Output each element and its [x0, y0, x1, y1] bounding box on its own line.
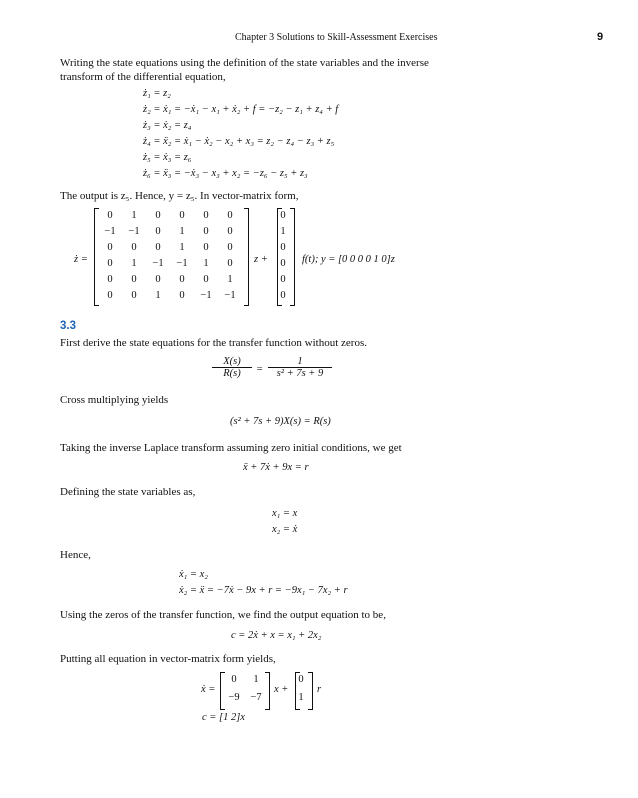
- vm2-B-cell: 0: [298, 674, 304, 685]
- s33-eq4a: x₁ = x: [272, 508, 298, 519]
- vm1-A-cell: 0: [131, 290, 137, 301]
- vm1-A-cell: 0: [131, 242, 137, 253]
- vm1-A-cell: 1: [227, 274, 233, 285]
- vm2-B-bracket-right: [308, 672, 313, 710]
- vm1-A-cell: 0: [131, 274, 137, 285]
- s33-eq4b: x₂ = ẋ: [272, 524, 298, 535]
- section-heading: 3.3: [60, 320, 76, 332]
- vm1-A-cell: 1: [131, 258, 137, 269]
- vm1-A-cell: 0: [155, 210, 161, 221]
- vm1-A-cell: −1: [104, 226, 116, 237]
- output-line: The output is z₅. Hence, y = z₅. In vector-matrix form,: [60, 190, 299, 202]
- vm2-A-bracket-right: [265, 672, 270, 710]
- vm1-B-bracket-right: [290, 208, 295, 306]
- s33-p7: Putting all equation in vector-matrix form yields,: [60, 653, 276, 665]
- vm2-r: r: [317, 684, 322, 695]
- state-eq-4: ż₄ = ẍ₂ = ẋ₁ − ẋ₂ − x₂ + x₃ = z₂ − z₄ − z₃ + z₅: [143, 136, 335, 147]
- tf-lhs-fraction: [212, 356, 252, 379]
- vm1-A-cell: 0: [179, 210, 185, 221]
- tf-rhs-num: 1: [268, 356, 332, 368]
- vm2-lhs: ẋ =: [201, 684, 216, 695]
- s33-eq2: (s² + 7s + 9)X(s) = R(s): [230, 416, 331, 427]
- vm1-A-cell: 0: [179, 274, 185, 285]
- vm1-A-cell: 0: [155, 242, 161, 253]
- vm2-A-cell: −7: [250, 692, 262, 703]
- vm1-B-cell: 0: [280, 210, 286, 221]
- vm1-A-cell: 0: [107, 210, 113, 221]
- intro-line-2: transform of the differential equation,: [60, 71, 226, 83]
- tf-lhs-num: X(s): [212, 356, 252, 368]
- vm1-A-bracket-left: [94, 208, 99, 306]
- s33-p6: Using the zeros of the transfer function, we find the output equation to be,: [60, 609, 386, 621]
- vm1-A-cell: 0: [227, 242, 233, 253]
- vm1-A-cell: 0: [203, 210, 209, 221]
- s33-eq3: ẍ + 7ẋ + 9x = r: [243, 462, 309, 473]
- state-eq-1: ż₁ = z₂: [143, 88, 171, 99]
- vm1-tail: f(t); y = [0 0 0 0 1 0]z: [302, 254, 395, 265]
- vm1-A-cell: 0: [227, 258, 233, 269]
- running-header: Chapter 3 Solutions to Skill-Assessment Exercises: [235, 32, 438, 43]
- vm2-A-cell: −9: [228, 692, 240, 703]
- vm2-output-eq: c = [1 2]x: [202, 712, 245, 723]
- vm2-x-plus: x +: [274, 684, 289, 695]
- tf-rhs-den: s² + 7s + 9: [276, 368, 324, 379]
- vm1-A-cell: 0: [107, 242, 113, 253]
- s33-eq5a: ẋ₁ = x₂: [179, 569, 208, 580]
- vm2-A-cell: 0: [231, 674, 237, 685]
- vm1-B-cell: 0: [280, 242, 286, 253]
- vm2-B-cell: 1: [298, 692, 304, 703]
- vm1-A-cell: 0: [227, 226, 233, 237]
- vm1-A-cell: 0: [179, 290, 185, 301]
- s33-p4: Defining the state variables as,: [60, 486, 196, 498]
- s33-p2: Cross multiplying yields: [60, 394, 169, 406]
- state-eq-3: ż₃ = ẋ₂ = z₄: [143, 120, 192, 131]
- state-eq-6: ż₆ = ẍ₃ = −ẋ₃ − x₃ + x₂ = −z₆ − z₅ + z₃: [143, 168, 308, 179]
- vm1-A-cell: 0: [107, 258, 113, 269]
- tf-equals: =: [256, 364, 264, 375]
- vm1-A-cell: 0: [203, 242, 209, 253]
- s33-eq5b: ẋ₂ = ẍ = −7ẋ − 9x + r = −9x₁ − 7x₂ + r: [179, 585, 348, 596]
- vm1-A-cell: 1: [203, 258, 209, 269]
- vm1-A-cell: −1: [128, 226, 140, 237]
- vm1-A-cell: 0: [107, 290, 113, 301]
- vm1-A-cell: 0: [107, 274, 113, 285]
- state-eq-5: ż₅ = ẋ₃ = z₆: [143, 152, 192, 163]
- vm1-A-cell: 1: [131, 210, 137, 221]
- s33-p1: First derive the state equations for the transfer function without zeros.: [60, 337, 367, 349]
- page-number: 9: [597, 31, 604, 43]
- vm1-A-cell: 1: [179, 226, 185, 237]
- vm1-B-cell: 0: [280, 290, 286, 301]
- s33-p5: Hence,: [60, 549, 91, 561]
- vm2-A-cell: 1: [253, 674, 259, 685]
- vm1-A-bracket-right: [244, 208, 249, 306]
- vm1-A-cell: 0: [155, 226, 161, 237]
- vm1-z-plus: z +: [254, 254, 268, 265]
- vm1-B-cell: 0: [280, 274, 286, 285]
- vm1-A-cell: 0: [203, 274, 209, 285]
- vm1-A-cell: −1: [176, 258, 188, 269]
- vm1-A-cell: −1: [224, 290, 236, 301]
- vm1-lhs: ż =: [74, 254, 88, 265]
- vm1-A-cell: 1: [179, 242, 185, 253]
- vm1-A-cell: 1: [155, 290, 161, 301]
- vm1-A-cell: 0: [203, 226, 209, 237]
- tf-lhs-den: R(s): [223, 368, 241, 379]
- vm1-B-cell: 1: [280, 226, 286, 237]
- vm1-B-cell: 0: [280, 258, 286, 269]
- tf-rhs-fraction: [268, 356, 332, 379]
- vm1-A-cell: 0: [155, 274, 161, 285]
- s33-eq6: c = 2ẋ + x = x₁ + 2x₂: [231, 630, 322, 641]
- vm1-A-cell: −1: [200, 290, 212, 301]
- vm1-A-cell: −1: [152, 258, 164, 269]
- state-eq-2: ż₂ = ẋ₁ = −ẋ₁ − x₁ + ẋ₂ + f = −z₂ − z₁ + z₄ + f: [143, 104, 339, 115]
- vm1-A-cell: 0: [227, 210, 233, 221]
- intro-line-1: Writing the state equations using the definition of the state variables and the inverse: [60, 57, 429, 69]
- s33-p3: Taking the inverse Laplace transform assuming zero initial conditions, we get: [60, 442, 402, 454]
